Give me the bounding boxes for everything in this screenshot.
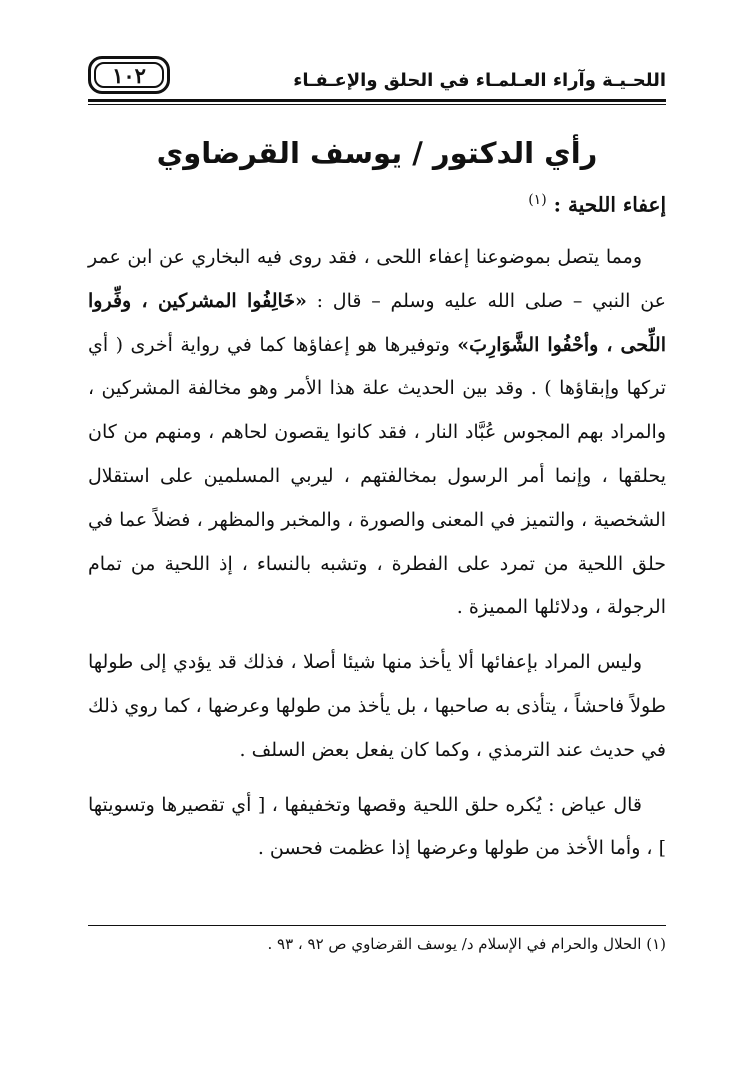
running-header bbox=[88, 52, 666, 98]
paragraph-1-intro: ومما يتصل بموضوعنا إعفاء اللحى ، فقد روى فيه البخاري عن ابن عمر عن النبي – صلى الله عليه وسلم – قال : bbox=[88, 246, 666, 312]
running-title: اللحـيـة وآراء العـلمـاء في الحلق والإعـفـاء bbox=[293, 69, 666, 91]
footnote-rule bbox=[88, 925, 666, 926]
page-number: ١٠٢ bbox=[112, 62, 146, 88]
paragraph-2: وليس المراد بإعفائها ألا يأخذ منها شيئا أصلا ، فذلك قد يؤدي إلى طولها طولاً فاحشاً ، يتأذى به صاحبها ، بل يأخذ من طولها وعرضها ، كما روي ذلك في حديث عند الترمذي ، وكما كان يفعل بعض السلف . bbox=[88, 651, 666, 761]
header-rule bbox=[88, 99, 666, 105]
subheading bbox=[246, 180, 666, 225]
paragraph-1-explanation: وتوفيرها هو إعفاؤها كما في رواية أخرى ( أي تركها وإبقاؤها ) . وقد بين الحديث علة هذا الأمر وهو مخالفة المشركين ، والمراد بهم المجوس عُبَّاد النار ، فقد كانوا يقصون لحاهم ، ومنهم من كان يحلقها ، وإنما أمر الرسول بمخالفتهم ، ليربي المسلمين على استقلال الشخصية ، والتميز في المعنى والصورة ، والمخبر والمظهر ، فضلاً عما في حلق اللحية من تمرد على الفطرة ، وتشبه بالنساء ، إذ اللحية من تمام الرجولة ، ودلائلها المميزة . bbox=[88, 333, 666, 619]
page-number-frame bbox=[88, 56, 170, 94]
hadith-quote: «خَالِفُوا المشركين ، وفِّروا اللِّحى ، وأحْفُوا الشَّوَارِبَ» bbox=[88, 289, 666, 356]
footnote: (١) الحلال والحرام في الإسلام د/ يوسف القرضاوي ص ٩٢ ، ٩٣ . bbox=[267, 935, 666, 953]
body-text bbox=[88, 236, 666, 882]
footnote-marker: (١) bbox=[528, 192, 547, 208]
section-title: رأي الدكتور / يوسف القرضاوي bbox=[156, 136, 598, 170]
paragraph-1 bbox=[88, 236, 666, 630]
paragraph-3: قال عياض : يُكره حلق اللحية وقصها وتخفيفها ، [ أي تقصيرها وتسويتها ] ، وأما الأخذ من طولها وعرضها إذا عظمت فحسن . bbox=[88, 793, 666, 860]
subheading-text: إعفاء اللحية : bbox=[553, 192, 666, 217]
